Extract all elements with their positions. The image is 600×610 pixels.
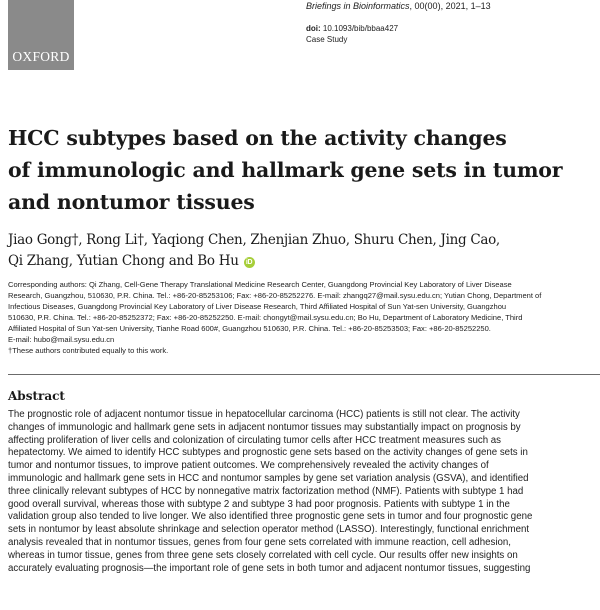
abstract-line: immunologic and hallmark gene sets in HCC and nontumor samples by gene set variation analysis (GSVA), and identified	[8, 472, 529, 484]
affiliation-line: Corresponding authors: Qi Zhang, Cell-Gene Therapy Translational Medicine Research Center, Guangdong Provincial Key Laboratory of Liver Disease	[8, 280, 512, 289]
journal-name[interactable]: Briefings in Bioinformatics	[306, 1, 410, 11]
title-line: HCC subtypes based on the activity changes	[8, 126, 507, 150]
equal-contribution-note: †These authors contributed equally to this work.	[8, 346, 169, 355]
orcid-icon[interactable]: iD	[244, 257, 255, 268]
abstract-line: changes of immunologic and hallmark gene sets in adjacent nontumor tissues may substantially impact on prognosis by	[8, 421, 521, 433]
journal-volume: , 00(00), 2021, 1–13	[409, 1, 491, 11]
section-divider	[8, 374, 600, 375]
abstract-line: good overall survival, whereas those with subtype 2 and subtype 3 had poor prognosis. Patients with subtype 1 in the	[8, 498, 510, 510]
publisher-logo	[8, 0, 74, 70]
affiliation-line: E-mail: hubo@mail.sysu.edu.cn	[8, 335, 115, 344]
abstract-line: tumor and nontumor tissues, to improve patient outcomes. We comprehensively revealed the activity changes of	[8, 460, 489, 472]
article-title	[8, 122, 568, 218]
doi-link[interactable]: 10.1093/bib/bbaa427	[322, 24, 399, 33]
abstract-line: accurately evaluating prognosis—the important role of gene sets in both tumor and adjacent nontumor tissues, suggesting	[8, 562, 531, 574]
abstract-heading: Abstract	[8, 389, 65, 403]
title-line: and nontumor tissues	[8, 190, 255, 214]
abstract-line: The prognostic role of adjacent nontumor tissue in hepatocellular carcinoma (HCC) patients is still not clear. The activity	[8, 409, 520, 420]
affiliation-line: Research, Guangzhou, 510630, P.R. China. Tel.: +86-20-85253106; Fax: +86-20-85252276. E-mail: zhangq27@mail.sysu.edu.cn; Yutian Chong, Department of	[8, 291, 542, 300]
abstract-line: affecting proliferation of liver cells and colonization of circulating tumor cells after HCC treatment measures such as	[8, 434, 502, 446]
affiliations	[8, 279, 594, 356]
abstract-line: hepatectomy. We aimed to identify HCC subtypes and prognostic gene sets based on the activity changes of gene sets in	[8, 447, 528, 459]
journal-meta	[306, 0, 596, 45]
abstract-body	[8, 409, 596, 575]
abstract-line: three clinically relevant subtypes of HCC by nonnegative matrix factorization method (NMF). Patients with subtype 1 had	[8, 485, 524, 497]
abstract-line: whereas in tumor tissue, genes from three gene sets closely correlated with cell cycle. Our results offer new insights on	[8, 549, 518, 561]
abstract-line: validation group also tended to live longer. We also identified three prognostic gene sets in tumor and four prognostic gene	[8, 511, 533, 523]
abstract-line: sets in nontumor by least absolute shrinkage and selection operator method (LASSO). Interestingly, functional enrichment	[8, 524, 530, 536]
title-line: of immunologic and hallmark gene sets in tumor	[8, 158, 563, 182]
publisher-logo-text: OXFORD	[12, 49, 70, 64]
article-type: Case Study	[306, 35, 348, 44]
affiliation-line: 510630, P.R. China. Tel.: +86-20-85252372; Fax: +86-20-85252250. E-mail: chongyt@mail.sysu.edu.cn; Bo Hu, Department of Laboratory Medicine, Third	[8, 313, 523, 322]
author-list	[8, 230, 598, 272]
doi-label: doi:	[306, 24, 321, 33]
doi-line	[306, 23, 596, 34]
author-line: Qi Zhang, Yutian Chong and Bo Hu	[8, 253, 239, 269]
affiliation-line: Infectious Diseases, Guangdong Provincial Key Laboratory of Liver Disease Research, Third Affiliated Hospital of Sun Yat-sen University, Guangzhou	[8, 302, 507, 311]
author-line: Jiao Gong†, Rong Li†, Yaqiong Chen, Zhenjian Zhuo, Shuru Chen, Jing Cao,	[8, 232, 500, 248]
affiliation-line: Affiliated Hospital of Sun Yat-sen University, Tianhe Road 600#, Guangzhou 510630, P.R. China. Tel.: +86-20-85253503; Fax: +86-20-85252250.	[8, 324, 491, 333]
journal-citation	[306, 0, 596, 13]
abstract-line: analysis revealed that in nontumor tissues, genes from four gene sets correlated with immune reaction, cell adhesion,	[8, 536, 511, 548]
